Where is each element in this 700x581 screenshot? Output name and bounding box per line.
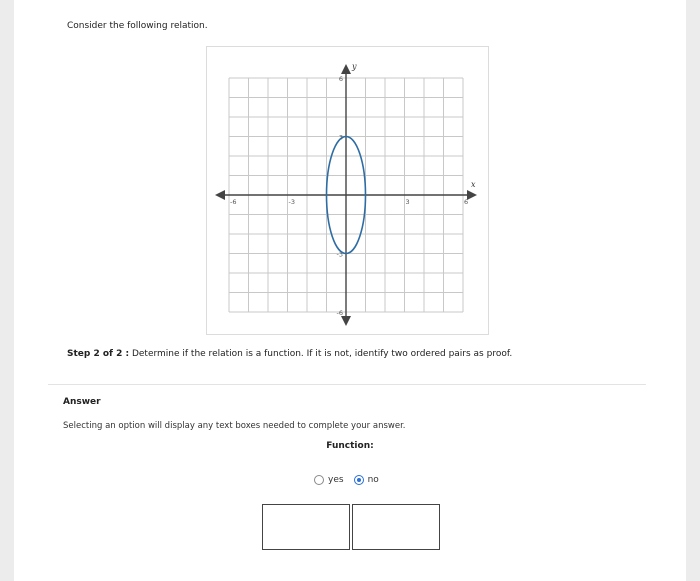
step-text: Determine if the relation is a function. If it is not, identify two ordered pairs as proof. [129, 349, 513, 359]
y-axis-label: y [352, 62, 357, 71]
x-tick-label: 3 [405, 198, 410, 206]
y-tick-label: -3 [336, 250, 343, 259]
y-tick-label: -6 [336, 309, 343, 317]
option-no-label: no [367, 475, 379, 485]
y-tick-label: 3 [338, 133, 343, 142]
ordered-pair-input-1[interactable] [262, 504, 350, 550]
relation-graph [207, 47, 490, 336]
step-instruction [67, 349, 512, 359]
graph-panel [206, 46, 489, 335]
function-label: Function: [326, 441, 374, 451]
step-label: Step 2 of 2 : [67, 349, 130, 359]
x-axis-left-arrow [215, 190, 225, 200]
x-tick-label: 6 [464, 198, 469, 206]
function-options [314, 475, 389, 485]
x-axis-label: x [471, 180, 476, 189]
no-radio[interactable] [354, 475, 364, 485]
y-axis-down-arrow [341, 316, 351, 326]
yes-radio[interactable] [314, 475, 324, 485]
x-axis-right-arrow [467, 190, 477, 200]
answer-heading: Answer [63, 397, 101, 407]
option-no[interactable] [354, 475, 379, 485]
option-yes[interactable] [314, 475, 344, 485]
section-divider [48, 384, 646, 385]
question-prompt: Consider the following relation. [67, 21, 208, 31]
y-tick-label: 6 [338, 75, 343, 83]
x-tick-label: -6 [230, 198, 237, 206]
x-tick-label: -3 [288, 198, 295, 206]
y-axis-up-arrow [341, 64, 351, 74]
option-yes-label: yes [328, 475, 344, 485]
ordered-pair-input-2[interactable] [352, 504, 440, 550]
answer-instruction: Selecting an option will display any text boxes needed to complete your answer. [63, 421, 406, 431]
